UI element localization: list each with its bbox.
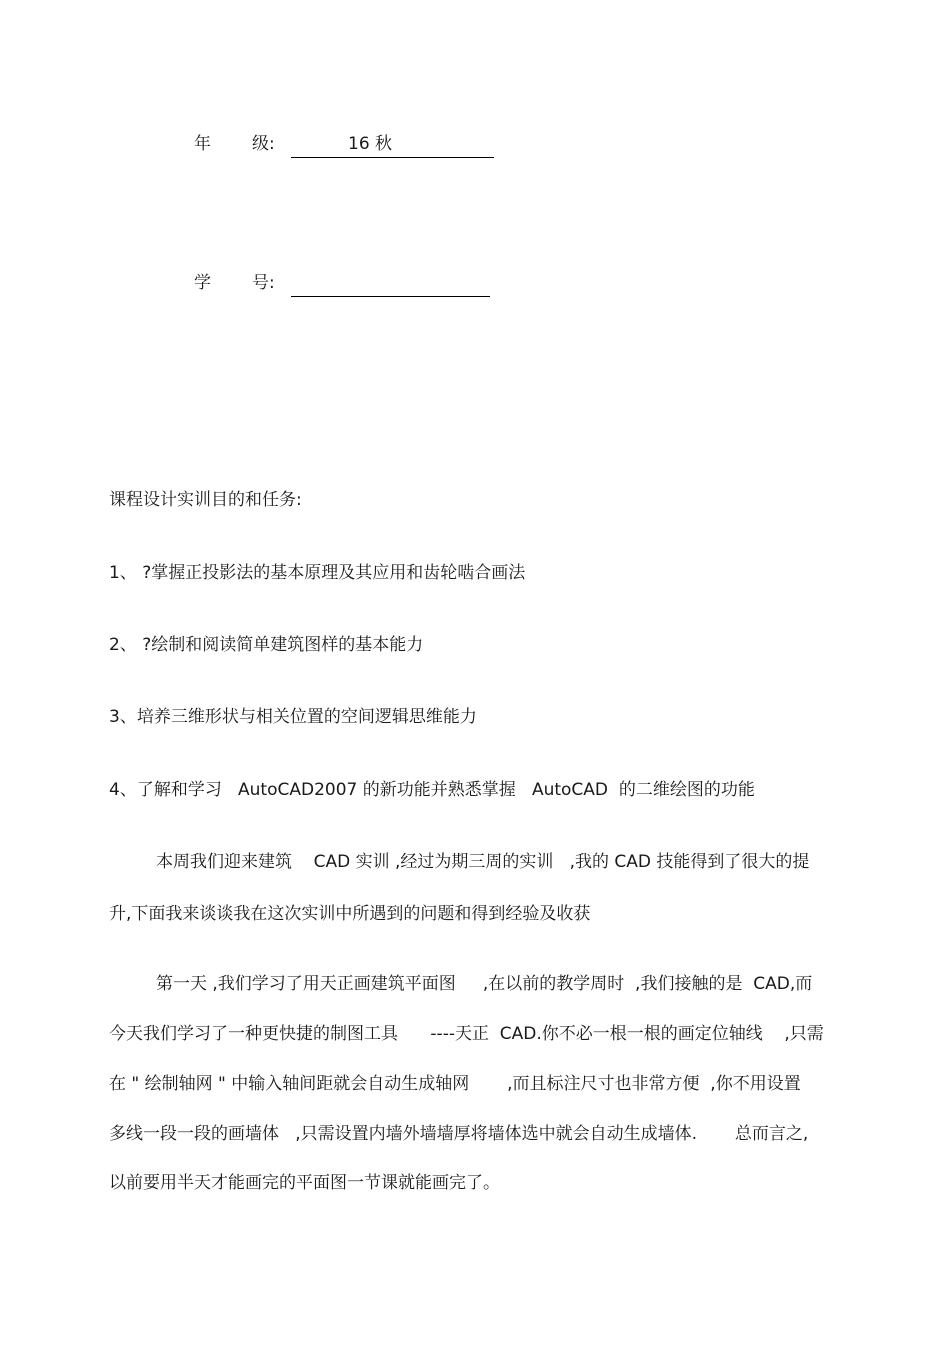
objective-item-2: 2、 ?绘制和阅读简单建筑图样的基本能力 — [109, 635, 424, 655]
student-id-label-char2: 号: — [252, 273, 275, 293]
objective-item-1: 1、 ?掌握正投影法的基本原理及其应用和齿轮啮合画法 — [109, 563, 526, 583]
student-id-underline — [291, 270, 490, 297]
paragraph-2-line-5: 以前要用半天才能画完的平面图一节课就能画完了。 — [109, 1173, 500, 1193]
paragraph-2-line-4: 多线一段一段的画墙体 ,只需设置内墙外墙墙厚将墙体选中就会自动生成墙体. 总而言之, — [109, 1124, 809, 1144]
objective-item-3: 3、培养三维形状与相关位置的空间逻辑思维能力 — [109, 707, 477, 727]
section-title: 课程设计实训目的和任务: — [109, 490, 302, 510]
student-id-label — [194, 270, 275, 296]
paragraph-2-line-2: 今天我们学习了一种更快捷的制图工具 ----天正 CAD.你不必一根一根的画定位轴线 ,只需 — [109, 1024, 824, 1044]
paragraph-2-line-3: 在 " 绘制轴网 " 中输入轴间距就会自动生成轴网 ,而且标注尺寸也非常方便 ,你不用设置 — [109, 1074, 801, 1094]
grade-underline — [291, 131, 494, 158]
paragraph-1-line-1: 本周我们迎来建筑 CAD 实训 ,经过为期三周的实训 ,我的 CAD 技能得到了很大的提 — [156, 852, 810, 872]
objective-item-4: 4、了解和学习 AutoCAD2007 的新功能并熟悉掌握 AutoCAD 的二维绘图的功能 — [109, 780, 755, 800]
grade-value: 16 秋 — [348, 134, 393, 154]
paragraph-2-line-1: 第一天 ,我们学习了用天正画建筑平面图 ,在以前的教学周时 ,我们接触的是 CAD,而 — [156, 974, 813, 994]
grade-label — [194, 131, 275, 157]
paragraph-1-line-2: 升,下面我来谈谈我在这次实训中所遇到的问题和得到经验及收获 — [109, 904, 591, 924]
student-id-label-char1: 学 — [194, 273, 211, 293]
grade-field — [194, 131, 504, 157]
grade-label-char2: 级: — [252, 134, 275, 154]
grade-label-char1: 年 — [194, 134, 211, 154]
student-id-field — [194, 270, 504, 296]
